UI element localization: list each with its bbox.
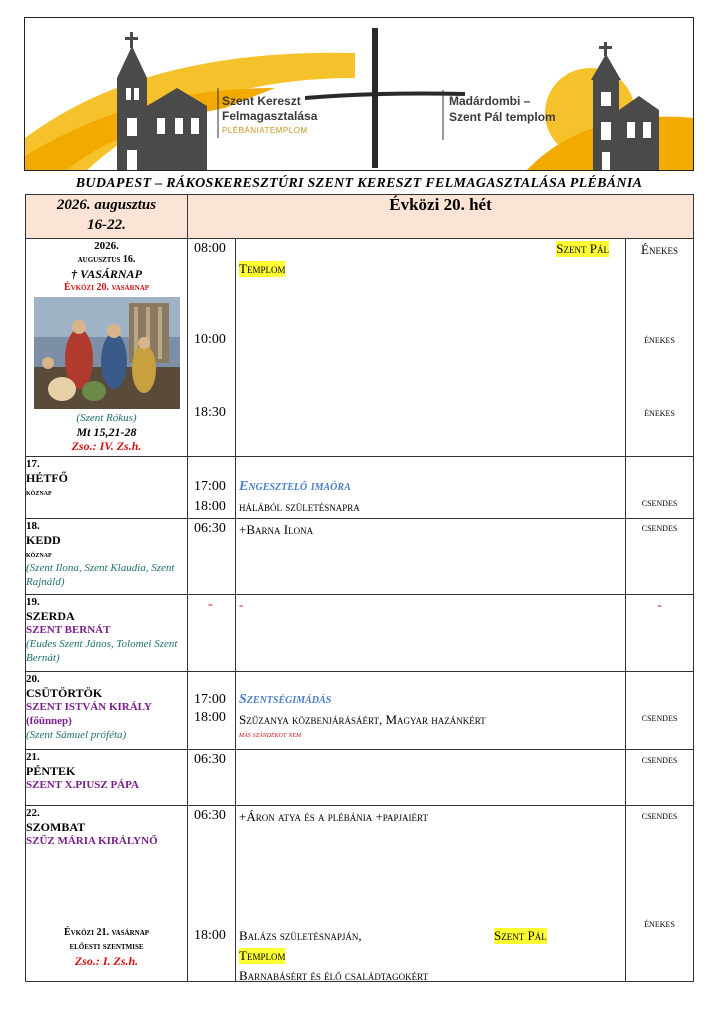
- day-cell-monday: 17. HÉTFŐ köznap: [26, 457, 188, 519]
- table-row-sunday: [26, 239, 694, 457]
- day-cell-thursday: 20. CSÜTÖRTÖK SZENT ISTVÁN KIRÁLY (főünnep) (Szent Sámuel próféta): [26, 672, 188, 750]
- mode-wednesday: -: [626, 595, 694, 672]
- parish-banner: [24, 17, 694, 171]
- left-church-name-2: Felmagasztalása: [222, 109, 318, 123]
- header-week: Évközi 20. hét: [188, 195, 694, 239]
- intentions-thursday: Szentségimádás Szűzanya közbenjárásáért, Magyar hazánkért más szándékot nem: [236, 672, 626, 750]
- table-row-saturday: [26, 806, 694, 982]
- parish-title: BUDAPEST – RÁKOSKERESZTÚRI SZENT KERESZT FELMAGASZTALÁSA PLÉBÁNIA: [75, 176, 643, 191]
- right-church-name-2: Szent Pál templom: [449, 110, 556, 124]
- header-date-range: 2026. augusztus 16-22.: [26, 195, 188, 239]
- mode-thursday: csendes: [626, 672, 694, 750]
- left-church-name-1: Szent Kereszt: [222, 94, 301, 108]
- day-cell-tuesday: 18. KEDD köznap (Szent Ilona, Szent Klaudia, Szent Rajnáld): [26, 519, 188, 595]
- intentions-friday: [236, 750, 626, 806]
- times-sunday: 08:00 10:00 18:30: [188, 239, 236, 457]
- banner-artwork-icon: [25, 18, 694, 171]
- location-templom: Templom: [239, 261, 286, 276]
- times-friday: 06:30: [188, 750, 236, 806]
- times-tuesday: 06:30: [188, 519, 236, 595]
- times-wednesday: -: [188, 595, 236, 672]
- intentions-tuesday: +Barna Ilona: [236, 519, 626, 595]
- location-szent-pal: Szent Pál: [494, 928, 547, 943]
- mode-sunday: Énekes énekes énekes: [626, 239, 694, 457]
- times-monday: 17:00 18:00: [188, 457, 236, 519]
- mass-schedule-table: [25, 194, 694, 982]
- painting-icon: [34, 297, 180, 409]
- schedule-header-row: [26, 195, 694, 239]
- table-row-tuesday: [26, 519, 694, 595]
- location-templom: Templom: [239, 948, 286, 963]
- intentions-sunday: [236, 239, 626, 457]
- times-thursday: 17:00 18:00: [188, 672, 236, 750]
- table-row-monday: [26, 457, 694, 519]
- intentions-monday: Engesztelő imaóra hálából születésnapra: [236, 457, 626, 519]
- intentions-wednesday: -: [236, 595, 626, 672]
- mode-monday: csendes: [626, 457, 694, 519]
- left-church-subtitle: PLÉBÁNIATEMPLOM: [222, 126, 308, 135]
- day-cell-saturday: 22. SZOMBAT SZŰZ MÁRIA KIRÁLYNŐ Évközi 21. vasárnap előesti szentmise Zso.: I. Zs.h.: [26, 806, 188, 982]
- mode-tuesday: csendes: [626, 519, 694, 595]
- mode-friday: csendes: [626, 750, 694, 806]
- location-szent-pal: Szent Pál: [556, 241, 609, 256]
- day-cell-friday: 21. PÉNTEK SZENT X.PIUSZ PÁPA: [26, 750, 188, 806]
- table-row-wednesday: [26, 595, 694, 672]
- day-cell-sunday: 2026. augusztus 16. † VASÁRNAP Évközi 20. vasárnap (Szent Rókus) Mt 15,21-28 Zso.: IV. Zs.h.: [26, 239, 188, 457]
- intentions-saturday: +Áron atya és a plébánia +papjaiért Balázs születésnapján, Szent Pál Templom Barnabásért és élő családtagokért: [236, 806, 626, 982]
- right-church-name-1: Madárdombi –: [449, 94, 531, 108]
- day-cell-wednesday: 19. SZERDA SZENT BERNÁT (Eudes Szent János, Tolomei Szent Bernát): [26, 595, 188, 672]
- table-row-thursday: [26, 672, 694, 750]
- mode-saturday: csendes énekes: [626, 806, 694, 982]
- times-saturday: 06:30 18:00: [188, 806, 236, 982]
- table-row-friday: [26, 750, 694, 806]
